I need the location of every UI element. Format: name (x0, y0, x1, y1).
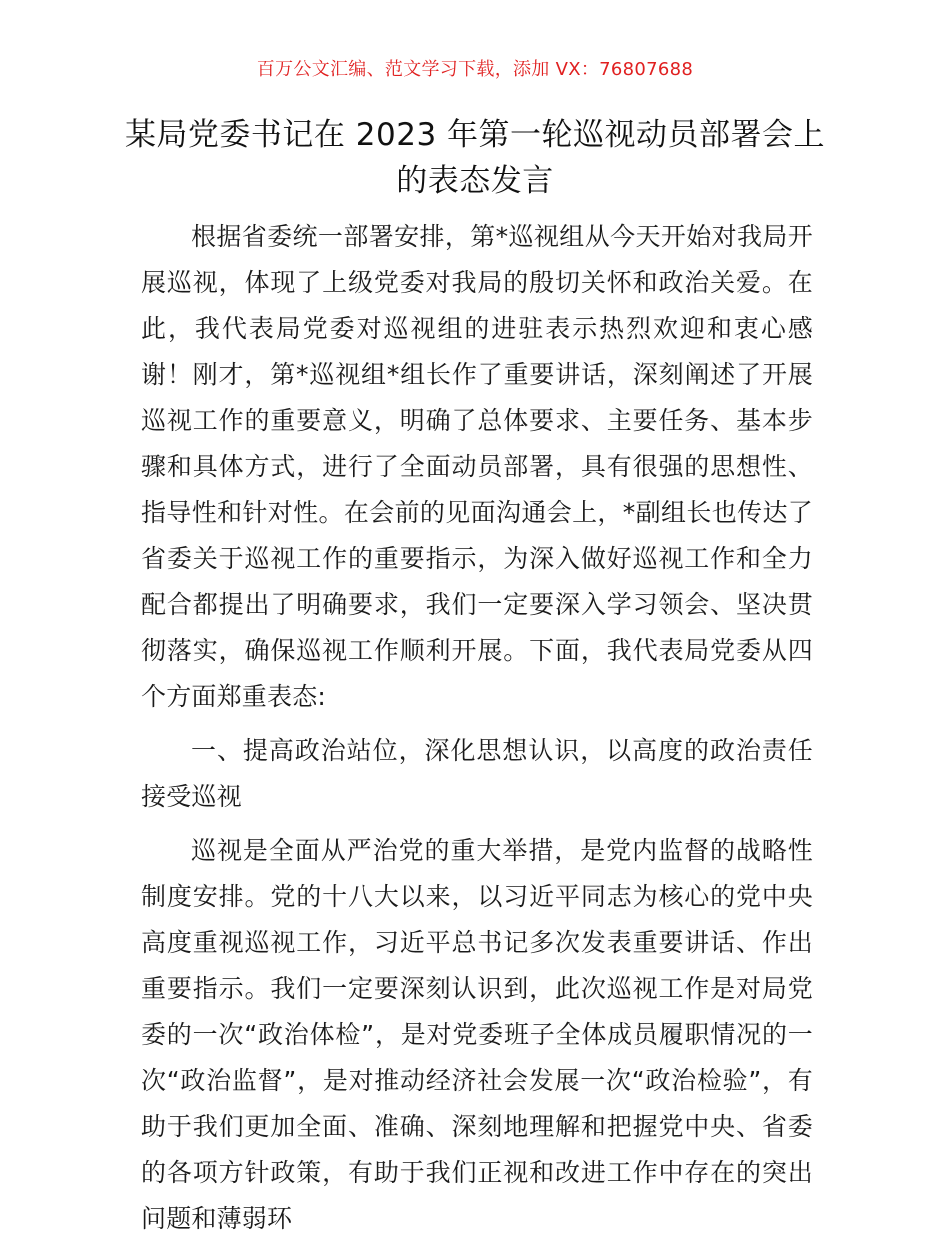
document-title: 某局党委书记在 2023 年第一轮巡视动员部署会上的表态发言 (124, 117, 826, 199)
section-heading-1: 一、提高政治站位，深化思想认识，以高度的政治责任接受巡视 (141, 736, 813, 811)
paragraph-section-1: 巡视是全面从严治党的重大举措，是党内监督的战略性制度安排。党的十八大以来，以习近平同志为核心的党中央高度重视巡视工作，习近平总书记多次发表重要讲话、作出重要指示。我们一定要深刻认识到，此次巡视工作是对局党委的一次“政治体检”，是对党委班子全体成员履职情况的一次“政治监督”，是对推动经济社会发展一次“政治检验”，有助于我们更加全面、准确、深刻地理解和把握党中央、省委的各项方针政策，有助于我们正视和改进工作中存在的突出问题和薄弱环 (141, 836, 813, 1233)
header-watermark: 百万公文汇编、范文学习下载，添加 VX：76807688 (256, 59, 694, 80)
document-body (141, 214, 813, 1242)
paragraph-intro: 根据省委统一部署安排，第*巡视组从今天开始对我局开展巡视，体现了上级党委对我局的殷切关怀和政治关爱。在此，我代表局党委对巡视组的进驻表示热烈欢迎和衷心感谢！刚才，第*巡视组*组长作了重要讲话，深刻阐述了开展巡视工作的重要意义，明确了总体要求、主要任务、基本步骤和具体方式，进行了全面动员部署，具有很强的思想性、指导性和针对性。在会前的见面沟通会上，*副组长也传达了省委关于巡视工作的重要指示，为深入做好巡视工作和全力配合都提出了明确要求，我们一定要深入学习领会、坚决贯彻落实，确保巡视工作顺利开展。下面，我代表局党委从四个方面郑重表态: (141, 222, 813, 711)
